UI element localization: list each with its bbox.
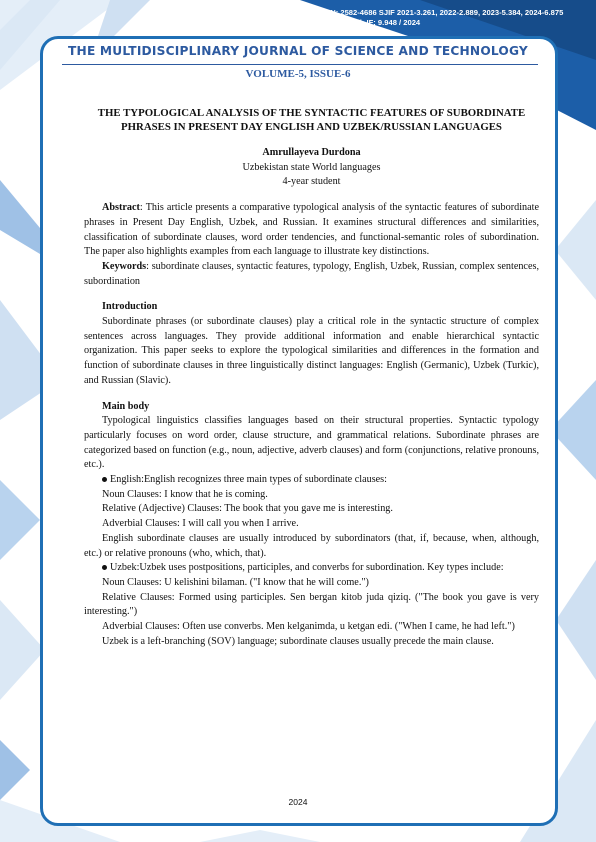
- author-position: 4-year student: [282, 176, 341, 188]
- uzbek-note: Uzbek is a left-branching (SOV) language; subordinate clauses usually precede the main clause.: [102, 635, 494, 647]
- main-body-text: Typological linguistics classifies languages based on their structural properties. Syntactic typology particularly focuses on word order, clause structure, and grammatical relations. Subordinate phrases are categorized based on function (e.g., noun, adjective, adverb clauses) and form (conjunctions, relative pronouns, etc.).: [84, 415, 539, 471]
- keywords-text: : subordinate clauses, syntactic features, typology, English, Uzbek, Russian, complex sentences, subordination: [84, 260, 539, 287]
- english-note: English subordinate clauses are usually introduced by subordinators (that, if, because, when, although, etc.) or relative pronouns (who, which, that).: [84, 532, 539, 559]
- abstract-text: : This article presents a comparative typological analysis of the syntactic features of subordinate phrases in Present Day English, Uzbek, and Russian. It examines structural differences and similarities, classification of subordinate clauses, word order tendencies, and functional-semantic roles of subordination. The paper also highlights examples from each language to illustrate key distinctions.: [84, 202, 539, 258]
- english-bullet-text: English:English recognizes three main types of subordinate clauses:: [110, 474, 387, 486]
- main-body-heading: Main body: [102, 400, 150, 412]
- bullet-icon: [102, 477, 107, 482]
- article-body: [84, 106, 539, 650]
- volume-issue: VOLUME-5, ISSUE-6: [245, 68, 351, 80]
- introduction-heading: Introduction: [102, 301, 158, 313]
- article-title: THE TYPOLOGICAL ANALYSIS OF THE SYNTACTIC FEATURES OF SUBORDINATE PHRASES IN PRESENT DAY ENGLISH AND UZBEK/RUSSIAN LANGUAGES: [97, 107, 526, 133]
- page-footer: 2024: [288, 797, 308, 807]
- journal-title: THE MULTIDISCIPLINARY JOURNAL OF SCIENCE AND TECHNOLOGY: [68, 44, 528, 58]
- english-bullet: [84, 473, 539, 488]
- introduction-text: Subordinate phrases (or subordinate clauses) play a critical role in the syntactic structure of complex sentences across languages. They provide additional information and enable hierarchical syntactic organization. This paper seeks to explore the typological similarities and differences in the formation and function of subordinate clauses in three linguistically distinct languages: English (Germanic), Uzbek (Turkic), and Russian (Slavic).: [84, 316, 539, 386]
- author-name: Amrullayeva Durdona: [262, 147, 361, 158]
- abstract-label: Abstract: [102, 202, 140, 214]
- title-divider: [62, 64, 538, 65]
- uzbek-noun-clause: Noun Clauses: U kelishini bilaman. ("I know that he will come."): [102, 576, 369, 588]
- english-adverbial-clause: Adverbial Clauses: I will call you when I arrive.: [102, 518, 299, 530]
- bullet-icon: [102, 565, 107, 570]
- keywords-paragraph: [84, 260, 539, 289]
- uzbek-bullet-text: Uzbek:Uzbek uses postpositions, participles, and converbs for subordination. Key types include:: [110, 562, 504, 574]
- english-relative-clause: Relative (Adjective) Clauses: The book that you gave me is interesting.: [102, 503, 393, 515]
- author-affiliation: Uzbekistan state World languages: [242, 161, 381, 173]
- uzbek-relative-clause: Relative Clauses: Formed using participles. Sen bergan kitob juda qiziq. ("The book you gave is very interesting."): [84, 591, 539, 618]
- issn-info: ISSN: 2582-4686 SJIF 2021-3.261, 2022-2.889, 2023-5.384, 2024-6.875 ResearchBib IF: 9.948 / 2024: [318, 8, 564, 27]
- english-noun-clause: Noun Clauses: I know that he is coming.: [102, 488, 268, 500]
- uzbek-adverbial-clause: Adverbial Clauses: Often use converbs. Men kelganimda, u ketgan edi. ("When I came, he had left."): [102, 621, 515, 633]
- keywords-label: Keywords: [102, 260, 147, 272]
- abstract-paragraph: [84, 201, 539, 260]
- uzbek-bullet: [84, 561, 539, 576]
